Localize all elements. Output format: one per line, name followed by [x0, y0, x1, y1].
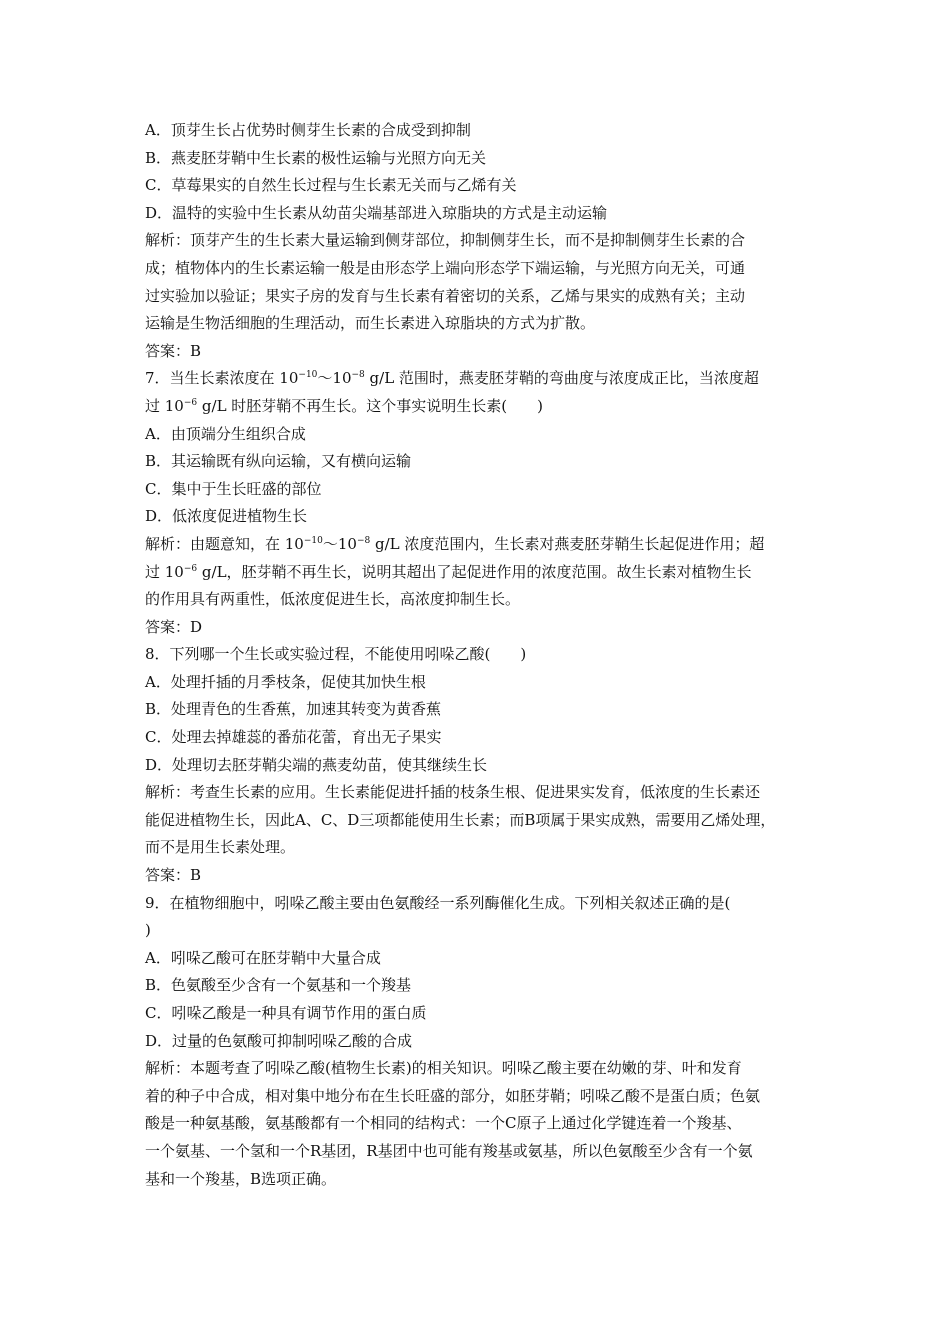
document-body	[145, 117, 813, 1193]
analysis-line: 着的种子中合成，相对集中地分布在生长旺盛的部分，如胚芽鞘；吲哚乙酸不是蛋白质；色氨	[145, 1086, 761, 1105]
option-d: D．过量的色氨酸可抑制吲哚乙酸的合成	[145, 1031, 413, 1050]
analysis-line: 解析：由题意知，在 $10^{-10}\sim 10^{-8}$ g/L 浓度范围内，生长素对燕麦胚芽鞘生长起促进作用；超	[145, 534, 765, 553]
option-b: B．燕麦胚芽鞘中生长素的极性运输与光照方向无关	[145, 148, 487, 167]
analysis-line: 基和一个羧基，B选项正确。	[145, 1169, 337, 1188]
analysis-line: 运输是生物活细胞的生理活动，而生长素进入琼脂块的方式为扩散。	[145, 314, 596, 333]
answer: 答案：B	[145, 341, 202, 360]
option-d: D．处理切去胚芽鞘尖端的燕麦幼苗，使其继续生长	[145, 755, 488, 774]
question-stem: 8．下列哪一个生长或实验过程，不能使用吲哚乙酸( )	[145, 645, 527, 664]
analysis-line: 能促进植物生长，因此A、C、D三项都能使用生长素；而B项属于果实成熟，需要用乙烯处理，	[145, 810, 776, 829]
option-b: B．处理青色的生香蕉，加速其转变为黄香蕉	[145, 700, 442, 719]
answer: 答案：B	[145, 866, 202, 885]
analysis-line: 而不是用生长素处理。	[145, 838, 296, 857]
option-a: A．顶芽生长占优势时侧芽生长素的合成受到抑制	[145, 121, 471, 139]
analysis-line: 过 $10^{-6}$ g/L，胚芽鞘不再生长，说明其超出了起促进作用的浓度范围。故生长素对植物生长	[145, 562, 752, 581]
option-a: A．处理扦插的月季枝条，促使其加快生根	[145, 672, 426, 691]
analysis-line: 解析：考查生长素的应用。生长素能促进扦插的枝条生根、促进果实发育，低浓度的生长素还	[145, 783, 761, 802]
option-d: D．低浓度促进植物生长	[145, 507, 308, 526]
analysis-line: 一个氨基、一个氢和一个R基团，R基团中也可能有羧基或氨基，所以色氨酸至少含有一个氨	[145, 1141, 753, 1160]
analysis-line: 过实验加以验证；果实子房的发育与生长素有着密切的关系，乙烯与果实的成熟有关；主动	[145, 286, 746, 305]
analysis-line: 解析：本题考查了吲哚乙酸(植物生长素)的相关知识。吲哚乙酸主要在幼嫩的芽、叶和发育	[145, 1059, 742, 1078]
question-stem: 9．在植物细胞中，吲哚乙酸主要由色氨酸经一系列酶催化生成。下列相关叙述正确的是(	[145, 893, 731, 912]
option-c: C．处理去掉雄蕊的番茄花蕾，育出无子果实	[145, 728, 442, 747]
option-c: C．吲哚乙酸是一种具有调节作用的蛋白质	[145, 1004, 427, 1022]
answer: 答案：D	[145, 617, 203, 636]
option-c: C．集中于生长旺盛的部位	[145, 479, 322, 498]
analysis-line: 解析：顶芽产生的生长素大量运输到侧芽部位，抑制侧芽生长，而不是抑制侧芽生长素的合	[145, 231, 746, 250]
option-a: A．由顶端分生组织合成	[145, 424, 306, 443]
option-d: D．温特的实验中生长素从幼苗尖端基部进入琼脂块的方式是主动运输	[145, 203, 608, 222]
option-c: C．草莓果实的自然生长过程与生长素无关而与乙烯有关	[145, 176, 517, 195]
analysis-line: 的作用具有两重性，低浓度促进生长，高浓度抑制生长。	[145, 590, 521, 609]
question-stem: )	[145, 921, 151, 940]
option-b: B．色氨酸至少含有一个氨基和一个羧基	[145, 976, 412, 995]
analysis-line: 成；植物体内的生长素运输一般是由形态学上端向形态学下端运输，与光照方向无关，可通	[145, 258, 746, 277]
question-stem: 7．当生长素浓度在 $10^{-10}\sim 10^{-8}$ g/L 范围时，燕麦胚芽鞘的弯曲度与浓度成正比，当浓度超	[145, 369, 759, 388]
analysis-line: 酸是一种氨基酸，氨基酸都有一个相同的结构式：一个C原子上通过化学键连着一个羧基、	[145, 1114, 742, 1133]
option-b: B．其运输既有纵向运输，又有横向运输	[145, 452, 412, 471]
question-stem: 过 $10^{-6}$ g/L 时胚芽鞘不再生长。这个事实说明生长素( )	[145, 396, 543, 415]
option-a: A．吲哚乙酸可在胚芽鞘中大量合成	[145, 948, 381, 967]
